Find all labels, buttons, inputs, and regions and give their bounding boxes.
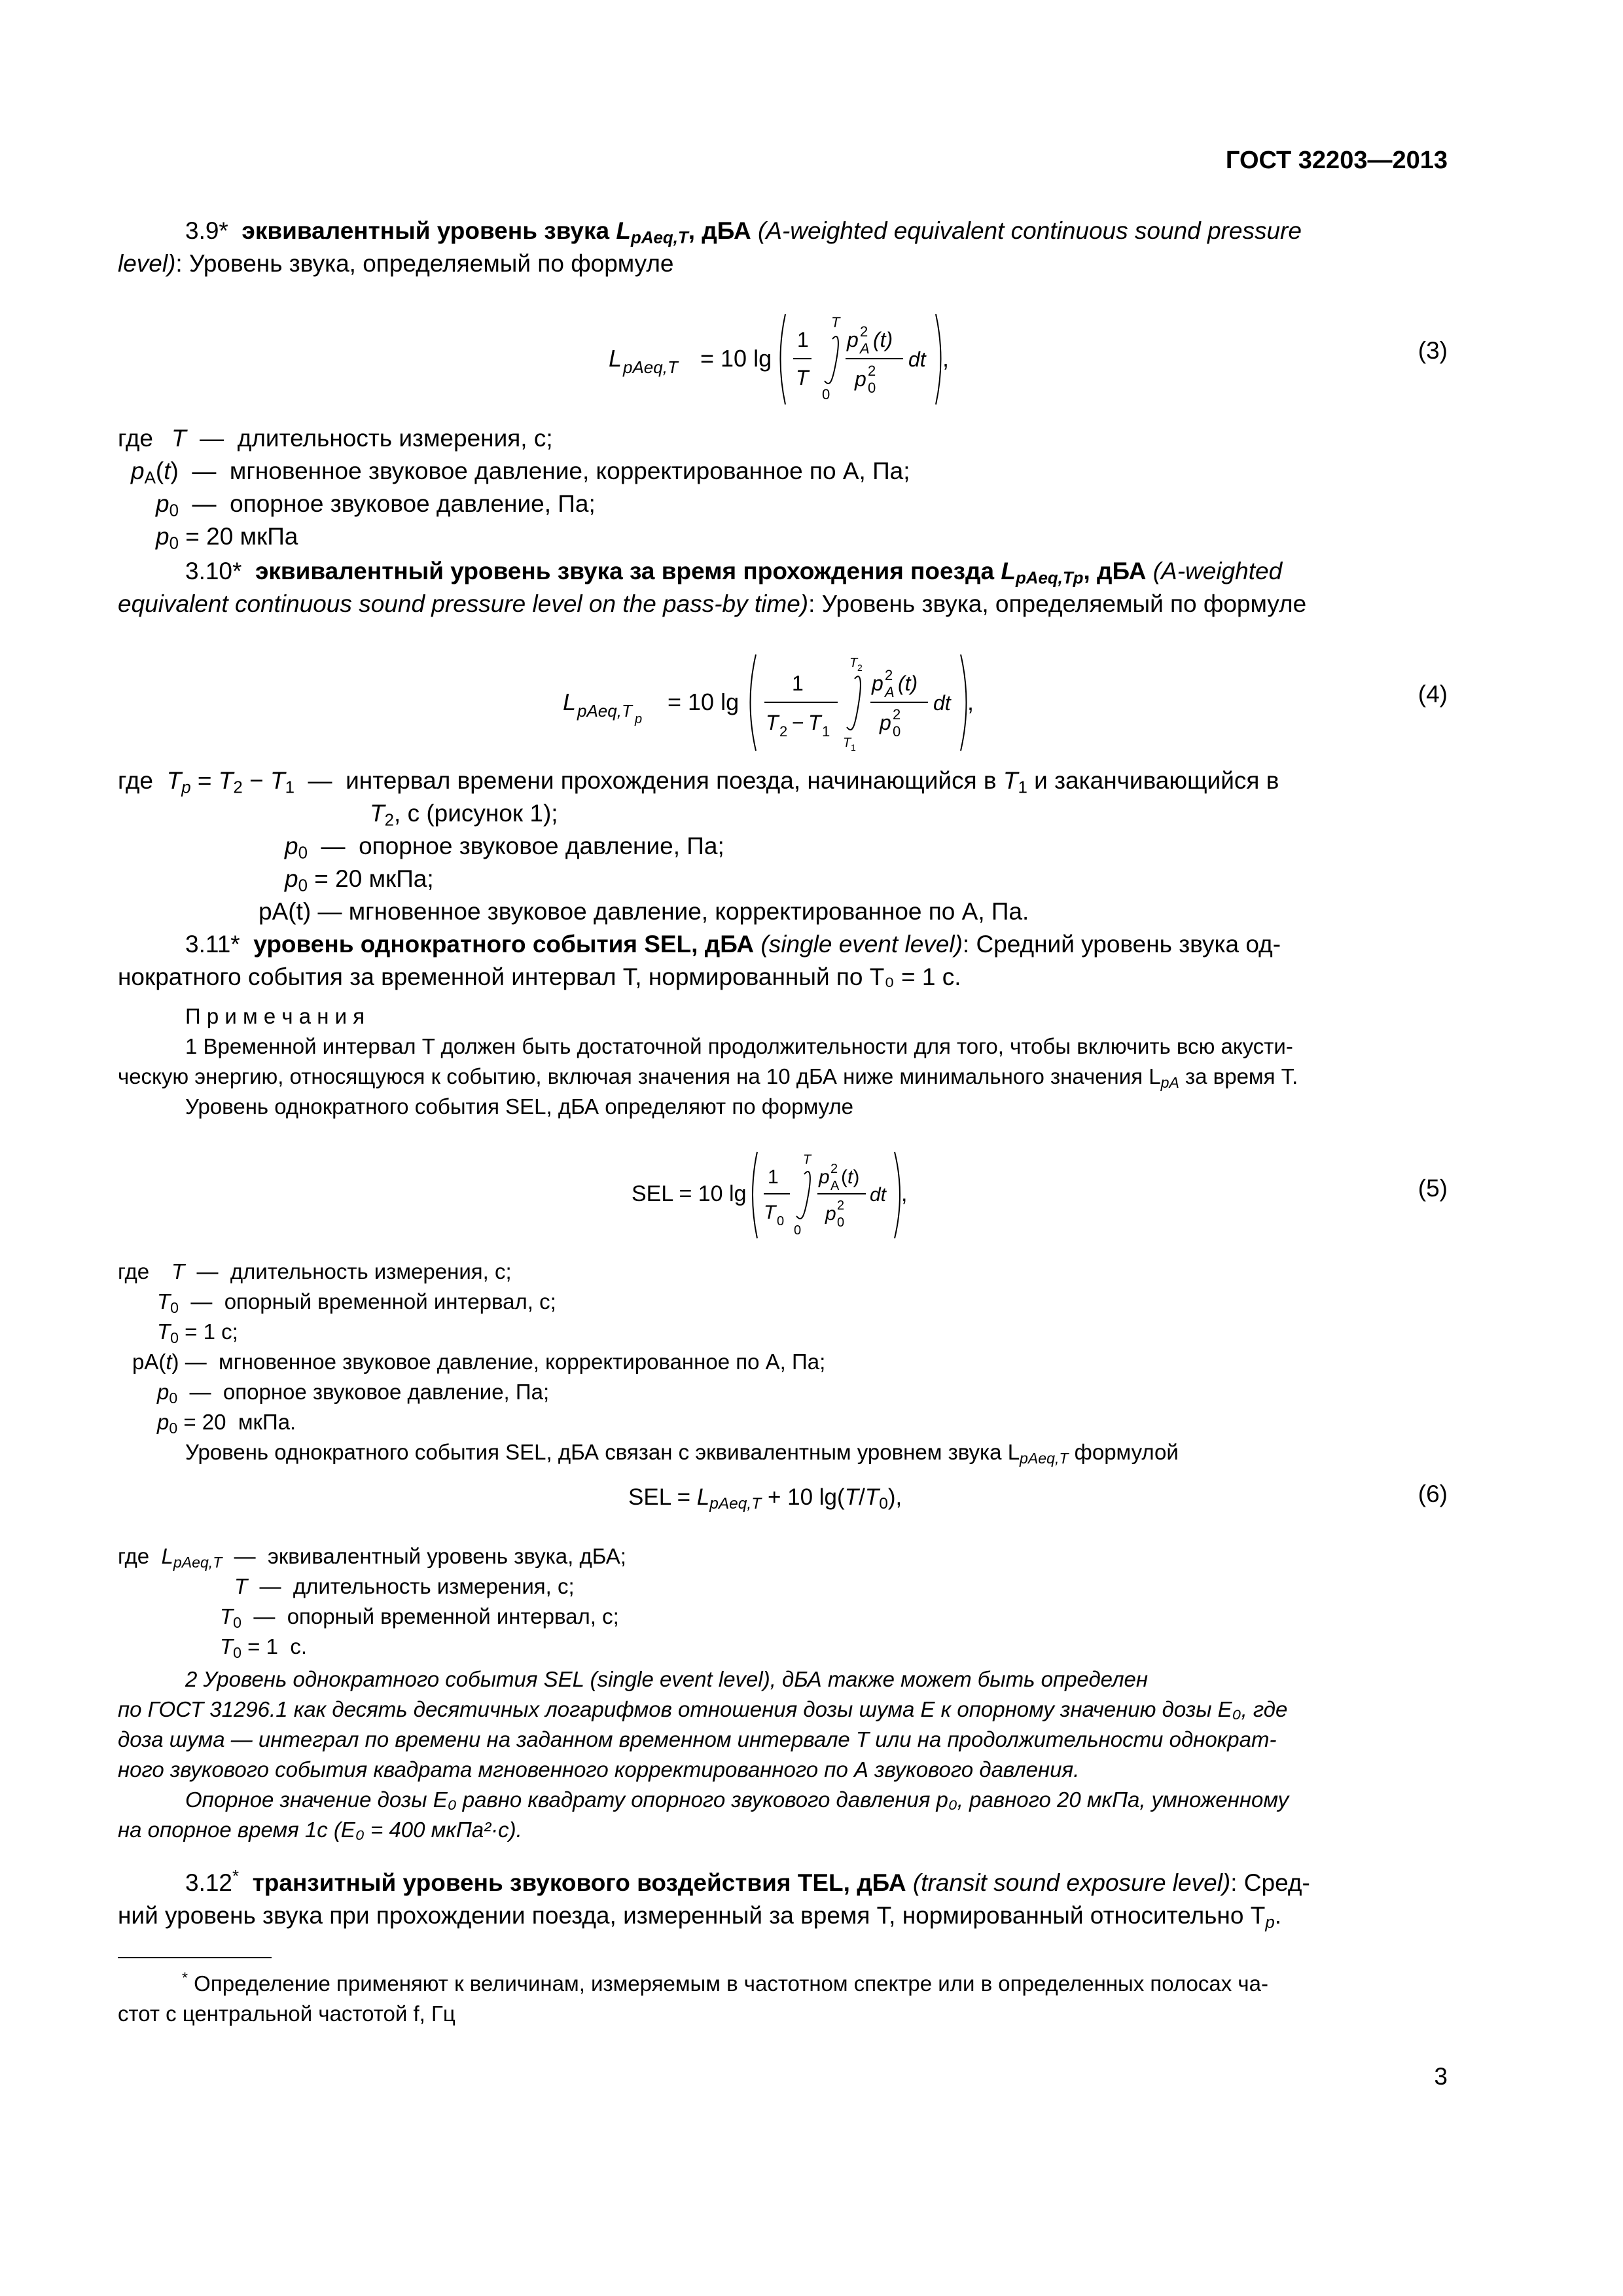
svg-text:T: T xyxy=(831,314,840,331)
svg-text:(t): (t) xyxy=(841,1166,860,1188)
equation-4 xyxy=(556,645,1067,759)
svg-text:(t): (t) xyxy=(873,328,893,351)
svg-text:SEL = 10 lg: SEL = 10 lg xyxy=(632,1181,747,1206)
equation-5-number: (5) xyxy=(1418,1175,1448,1202)
svg-text:1: 1 xyxy=(822,723,830,740)
where-label-5: где xyxy=(118,1259,150,1283)
equation-6: SEL = $L_{pAeq,T} + 10$ $\lg(T/T_0)$, xyxy=(628,1484,902,1513)
clause-3-9-line2: level): Уровень звука, определяемый по формуле xyxy=(118,250,674,277)
svg-text:p: p xyxy=(855,367,866,391)
equation-4-number: (4) xyxy=(1418,681,1448,708)
footnote-rule xyxy=(118,1957,272,1958)
clause-3-12-line1: 3.12* транзитный уровень звукового воздействия TEL, дБА (transit sound exposure level): Сред- xyxy=(185,1867,1310,1896)
svg-text:,: , xyxy=(901,1181,908,1206)
svg-text:L: L xyxy=(609,345,622,372)
where3-row-T: T — длительность измерения, с; xyxy=(171,425,553,452)
svg-text:T: T xyxy=(843,736,851,750)
svg-text:2: 2 xyxy=(857,662,863,673)
clause-3-12-line2: ний уровень звука при прохождении поезда, измеренный за время T, нормированный относительно $T_p$. xyxy=(118,1902,1282,1932)
svg-text:0: 0 xyxy=(893,723,901,740)
footnote-line2: стот с центральной частотой f, Гц xyxy=(118,2001,455,2026)
notes-title: П р и м е ч а н и я xyxy=(185,1004,365,1028)
where3-row-p0-value: $p_0 = 20$ мкПа xyxy=(156,523,298,553)
svg-text:T: T xyxy=(808,711,821,734)
svg-text:1: 1 xyxy=(792,672,804,695)
svg-text:2: 2 xyxy=(868,363,876,379)
page-number: 3 xyxy=(1434,2063,1448,2090)
equation-3 xyxy=(589,301,1047,416)
where4-row-p0: $p_0$ — опорное звуковое давление, Па; xyxy=(285,833,724,863)
where4-row-p0-value: $p_0 = 20$ мкПа; xyxy=(285,865,434,895)
note-2-line3: доза шума — интеграл по времени на заданном временном интервале T или на продолжительности однократ- xyxy=(118,1727,1277,1751)
where4-row-Tp-cont: $T_2$, с (рисунок 1); xyxy=(370,800,558,830)
where-label-3: где xyxy=(118,425,154,452)
where5-row-p0-value: $p_0 = 20$ мкПа. xyxy=(157,1410,296,1437)
footnote-line1: * Определение применяют к величинам, измеряемым в частотном спектре или в определенных полосах ча- xyxy=(182,1969,1268,1996)
svg-text:2: 2 xyxy=(779,723,788,740)
where6-row-T: T — длительность измерения, с; xyxy=(234,1574,575,1598)
where5-row-T: T — длительность измерения, с; xyxy=(171,1259,512,1283)
svg-text:A: A xyxy=(860,340,870,357)
svg-text:2: 2 xyxy=(860,323,868,340)
where6-row-L: где $L_{pAeq,T}$ — эквивалентный уровень звука, дБА; xyxy=(118,1544,626,1571)
svg-text:1: 1 xyxy=(851,742,856,753)
svg-text:(t): (t) xyxy=(898,672,918,695)
svg-text:dt: dt xyxy=(870,1184,887,1206)
svg-text:0: 0 xyxy=(794,1223,802,1238)
svg-text:2: 2 xyxy=(837,1198,845,1213)
clause-3-10-line1: 3.10* эквивалентный уровень звука за время прохождения поезда $L_{pAeq,Tp}$, дБА (A-weighted xyxy=(185,558,1283,588)
svg-text:= 10 lg: = 10 lg xyxy=(668,689,740,715)
svg-text:1: 1 xyxy=(768,1166,779,1188)
svg-text:dt: dt xyxy=(908,348,926,371)
svg-text:L: L xyxy=(563,689,577,715)
svg-text:T: T xyxy=(849,656,858,670)
where4-row-Tp: где $T_p = T_2 - T_1$ — интервал времени прохождения поезда, начинающийся в $T_1$ и заканчивающийся в xyxy=(118,767,1279,797)
where3-row-pA: $p_A(t)$ — мгновенное звуковое давление, корректированное по А, Па; xyxy=(131,457,910,488)
svg-text:A: A xyxy=(830,1179,840,1193)
svg-text:2: 2 xyxy=(885,667,893,683)
svg-text:= 10 lg: = 10 lg xyxy=(700,345,772,372)
where6-row-T0-value: $T_0 = 1$ с. xyxy=(220,1634,307,1661)
svg-text:T: T xyxy=(766,711,779,734)
svg-text:p: p xyxy=(880,711,891,734)
svg-text:T: T xyxy=(796,366,809,389)
where6-row-T0: $T_0$ — опорный временной интервал, с; xyxy=(220,1604,619,1631)
svg-text:p: p xyxy=(819,1166,830,1188)
clause-3-10-line2: equivalent continuous sound pressure level on the pass-by time): Уровень звука, определяемый по формуле xyxy=(118,590,1307,617)
svg-text:0: 0 xyxy=(837,1215,845,1230)
document-header-id: ГОСТ 32203—2013 xyxy=(1225,147,1448,174)
note-1-line1: 1 Временной интервал T должен быть достаточной продолжительности для того, чтобы включить всю акусти- xyxy=(185,1034,1293,1058)
svg-text:p: p xyxy=(847,328,859,351)
svg-text:A: A xyxy=(885,684,895,700)
where4-row-pA: pA(t) — мгновенное звуковое давление, корректированное по А, Па. xyxy=(259,898,1029,925)
note-1-line3: Уровень однократного события SEL, дБА определяют по формуле xyxy=(185,1094,854,1119)
svg-text:T: T xyxy=(764,1202,776,1223)
note-2-line1: 2 Уровень однократного события SEL (single event level), дБА также может быть определен xyxy=(185,1667,1149,1691)
where5-row-T0-value: $T_0 = 1$ с; xyxy=(157,1319,238,1346)
sel-link-text: Уровень однократного события SEL, дБА связан с эквивалентным уровнем звука $L_{pAeq,T}$ формулой xyxy=(185,1440,1179,1467)
equation-5 xyxy=(625,1139,991,1250)
svg-text:p: p xyxy=(872,672,883,695)
note-2-line6: на опорное время 1c (E₀ = 400 мкПа²·с). xyxy=(118,1818,522,1842)
svg-text:0: 0 xyxy=(822,386,830,403)
equation-3-number: (3) xyxy=(1418,337,1448,364)
note-2-line2: по ГОСТ 31296.1 как десять десятичных логарифмов отношения дозы шума E к опорному значению дозы E₀, где xyxy=(118,1697,1288,1721)
clause-3-9-line1: 3.9* эквивалентный уровень звука $L_{pAeq,T}$, дБА (A-weighted equivalent continuous sound pressure xyxy=(185,217,1302,247)
svg-text:p: p xyxy=(635,712,643,726)
where5-row-pA: pA(t) — мгновенное звуковое давление, корректированное по А, Па; xyxy=(132,1350,826,1374)
svg-text:pAeq,T: pAeq,T xyxy=(623,357,678,377)
note-2-line4: ного звукового события квадрата мгновенного корректированного по А звукового давления. xyxy=(118,1757,1080,1782)
svg-text:0: 0 xyxy=(777,1214,785,1229)
note-1-line2: ческую энергию, относящуюся к событию, включая значения на 10 дБА ниже минимального значения $L_{pA}$ за время T. xyxy=(118,1064,1298,1091)
svg-text:p: p xyxy=(825,1203,836,1225)
equation-6-number: (6) xyxy=(1418,1480,1448,1507)
where5-row-T0: $T_0$ — опорный временной интервал, с; xyxy=(157,1289,556,1316)
svg-text:T: T xyxy=(803,1153,812,1167)
svg-text:2: 2 xyxy=(893,706,901,723)
note-2-line5: Опорное значение дозы E₀ равно квадрату опорного звукового давления p₀, равного 20 мкПа, умноженному xyxy=(185,1787,1289,1812)
svg-text:−: − xyxy=(792,711,804,734)
svg-text:,: , xyxy=(942,345,950,372)
svg-text:0: 0 xyxy=(868,380,876,396)
svg-text:1: 1 xyxy=(797,328,809,351)
svg-text:pAeq,T: pAeq,T xyxy=(577,701,632,721)
svg-text:,: , xyxy=(967,689,974,715)
clause-3-11-line1: 3.11* уровень однократного события SEL, дБА (single event level): Средний уровень звука од- xyxy=(185,931,1281,958)
clause-3-11-line2: нократного события за временной интервал T, нормированный по T₀ = 1 с. xyxy=(118,963,961,990)
svg-text:dt: dt xyxy=(933,691,951,715)
svg-text:2: 2 xyxy=(830,1162,838,1176)
where5-row-p0: $p_0$ — опорное звуковое давление, Па; xyxy=(157,1380,550,1407)
where3-row-p0: $p_0$ — опорное звуковое давление, Па; xyxy=(156,490,596,520)
